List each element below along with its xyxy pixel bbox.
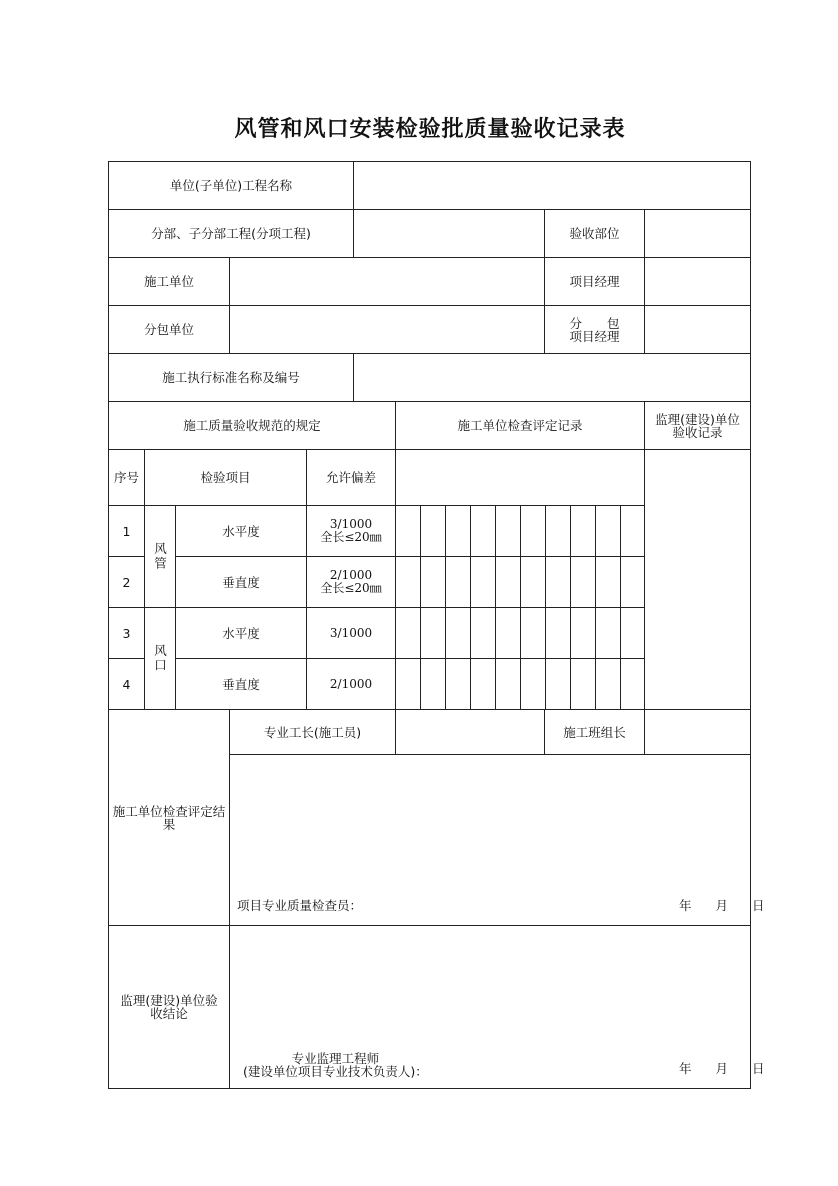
row-no: 1 xyxy=(108,505,145,557)
row-no: 4 xyxy=(108,658,145,710)
record-cell[interactable] xyxy=(570,658,596,710)
sub-pm-line1: 分 包 xyxy=(569,315,620,331)
group-vent: 风口 xyxy=(144,607,176,710)
row-item: 垂直度 xyxy=(175,658,307,710)
record-cell[interactable] xyxy=(595,658,621,710)
acceptance-part-label: 验收部位 xyxy=(544,209,645,258)
row-item: 垂直度 xyxy=(175,556,307,608)
inspector-label: 项目专业质量检查员： xyxy=(237,898,363,913)
record-cell[interactable] xyxy=(420,556,446,608)
contractor-record-header: 施工单位检查评定记录 xyxy=(395,401,645,450)
record-cell[interactable] xyxy=(595,505,621,557)
record-cell[interactable] xyxy=(545,607,571,659)
supervisor-record-field[interactable] xyxy=(644,449,751,710)
sub-pm-line2: 项目经理 xyxy=(569,328,620,344)
record-cell[interactable] xyxy=(545,658,571,710)
row-no: 2 xyxy=(108,556,145,608)
record-cell[interactable] xyxy=(495,556,521,608)
record-cell[interactable] xyxy=(545,505,571,557)
record-cell[interactable] xyxy=(520,556,546,608)
record-cell[interactable] xyxy=(420,607,446,659)
tolerance-limit: 全长≤20㎜ xyxy=(320,581,382,595)
record-cell[interactable] xyxy=(395,658,421,710)
record-cell[interactable] xyxy=(545,556,571,608)
team-leader-field[interactable] xyxy=(644,709,751,755)
date-label: 年 月 日 xyxy=(679,898,775,913)
tolerance-value: 3/1000 xyxy=(329,517,373,531)
col-no: 序号 xyxy=(108,449,145,506)
contractor-result-label: 施工单位检查评定结果 xyxy=(108,709,230,926)
group-duct: 风管 xyxy=(144,505,176,608)
row-no: 3 xyxy=(108,607,145,659)
record-cell[interactable] xyxy=(620,658,645,710)
team-leader-label: 施工班组长 xyxy=(544,709,645,755)
sub-project-label: 分部、子分部工程(分项工程) xyxy=(108,209,354,258)
record-cell[interactable] xyxy=(395,556,421,608)
record-cell[interactable] xyxy=(520,505,546,557)
record-cell[interactable] xyxy=(470,658,496,710)
record-cell[interactable] xyxy=(620,607,645,659)
supervisor-conclusion-label: 监理(建设)单位验收结论 xyxy=(108,925,230,1089)
date2-label: 年 月 日 xyxy=(679,1061,775,1076)
record-cell[interactable] xyxy=(570,607,596,659)
contractor-label: 施工单位 xyxy=(108,257,230,306)
project-manager-label: 项目经理 xyxy=(544,257,645,306)
record-cell[interactable] xyxy=(495,658,521,710)
record-cell[interactable] xyxy=(470,556,496,608)
record-cell[interactable] xyxy=(620,556,645,608)
tolerance-limit: 全长≤20㎜ xyxy=(320,530,382,544)
engineer-label xyxy=(243,1052,428,1078)
tolerance-value: 2/1000 xyxy=(329,568,373,582)
subcontractor-field[interactable] xyxy=(229,305,545,354)
project-name-label: 单位(子单位)工程名称 xyxy=(108,161,354,210)
supervisor-record-header: 监理(建设)单位验收记录 xyxy=(644,401,751,450)
row-item: 水平度 xyxy=(175,607,307,659)
row-tolerance xyxy=(306,556,396,608)
acceptance-part-field[interactable] xyxy=(644,209,751,258)
record-cell[interactable] xyxy=(470,505,496,557)
contractor-field[interactable] xyxy=(229,257,545,306)
record-cell[interactable] xyxy=(395,505,421,557)
engineer-line1: 专业监理工程师 xyxy=(291,1051,380,1066)
sub-pm-label xyxy=(544,305,645,354)
tolerance-value: 3/1000 xyxy=(329,625,373,640)
record-blank xyxy=(395,449,645,506)
record-cell[interactable] xyxy=(395,607,421,659)
tolerance-value: 2/1000 xyxy=(329,676,373,691)
foreman-field[interactable] xyxy=(395,709,545,755)
record-cell[interactable] xyxy=(495,505,521,557)
row-tolerance xyxy=(306,607,396,659)
col-item: 检验项目 xyxy=(144,449,307,506)
sub-project-field[interactable] xyxy=(353,209,545,258)
foreman-label: 专业工长(施工员) xyxy=(229,709,396,755)
project-name-field[interactable] xyxy=(353,161,751,210)
record-cell[interactable] xyxy=(495,607,521,659)
row-item: 水平度 xyxy=(175,505,307,557)
record-cell[interactable] xyxy=(595,607,621,659)
record-cell[interactable] xyxy=(520,607,546,659)
record-cell[interactable] xyxy=(570,556,596,608)
record-cell[interactable] xyxy=(445,505,471,557)
project-manager-field[interactable] xyxy=(644,257,751,306)
col-tolerance: 允许偏差 xyxy=(306,449,396,506)
engineer-line2: (建设单位项目专业技术负责人)： xyxy=(243,1064,428,1079)
sub-pm-field[interactable] xyxy=(644,305,751,354)
record-cell[interactable] xyxy=(520,658,546,710)
standard-label: 施工执行标准名称及编号 xyxy=(108,353,354,402)
standard-field[interactable] xyxy=(353,353,751,402)
record-cell[interactable] xyxy=(620,505,645,557)
record-cell[interactable] xyxy=(595,556,621,608)
row-tolerance xyxy=(306,505,396,557)
record-cell[interactable] xyxy=(445,607,471,659)
record-cell[interactable] xyxy=(420,505,446,557)
spec-header: 施工质量验收规范的规定 xyxy=(108,401,396,450)
record-cell[interactable] xyxy=(445,658,471,710)
record-cell[interactable] xyxy=(445,556,471,608)
record-cell[interactable] xyxy=(470,607,496,659)
subcontractor-label: 分包单位 xyxy=(108,305,230,354)
row-tolerance xyxy=(306,658,396,710)
record-cell[interactable] xyxy=(570,505,596,557)
record-cell[interactable] xyxy=(420,658,446,710)
form-title: 风管和风口安装检验批质量验收记录表 xyxy=(234,116,626,142)
